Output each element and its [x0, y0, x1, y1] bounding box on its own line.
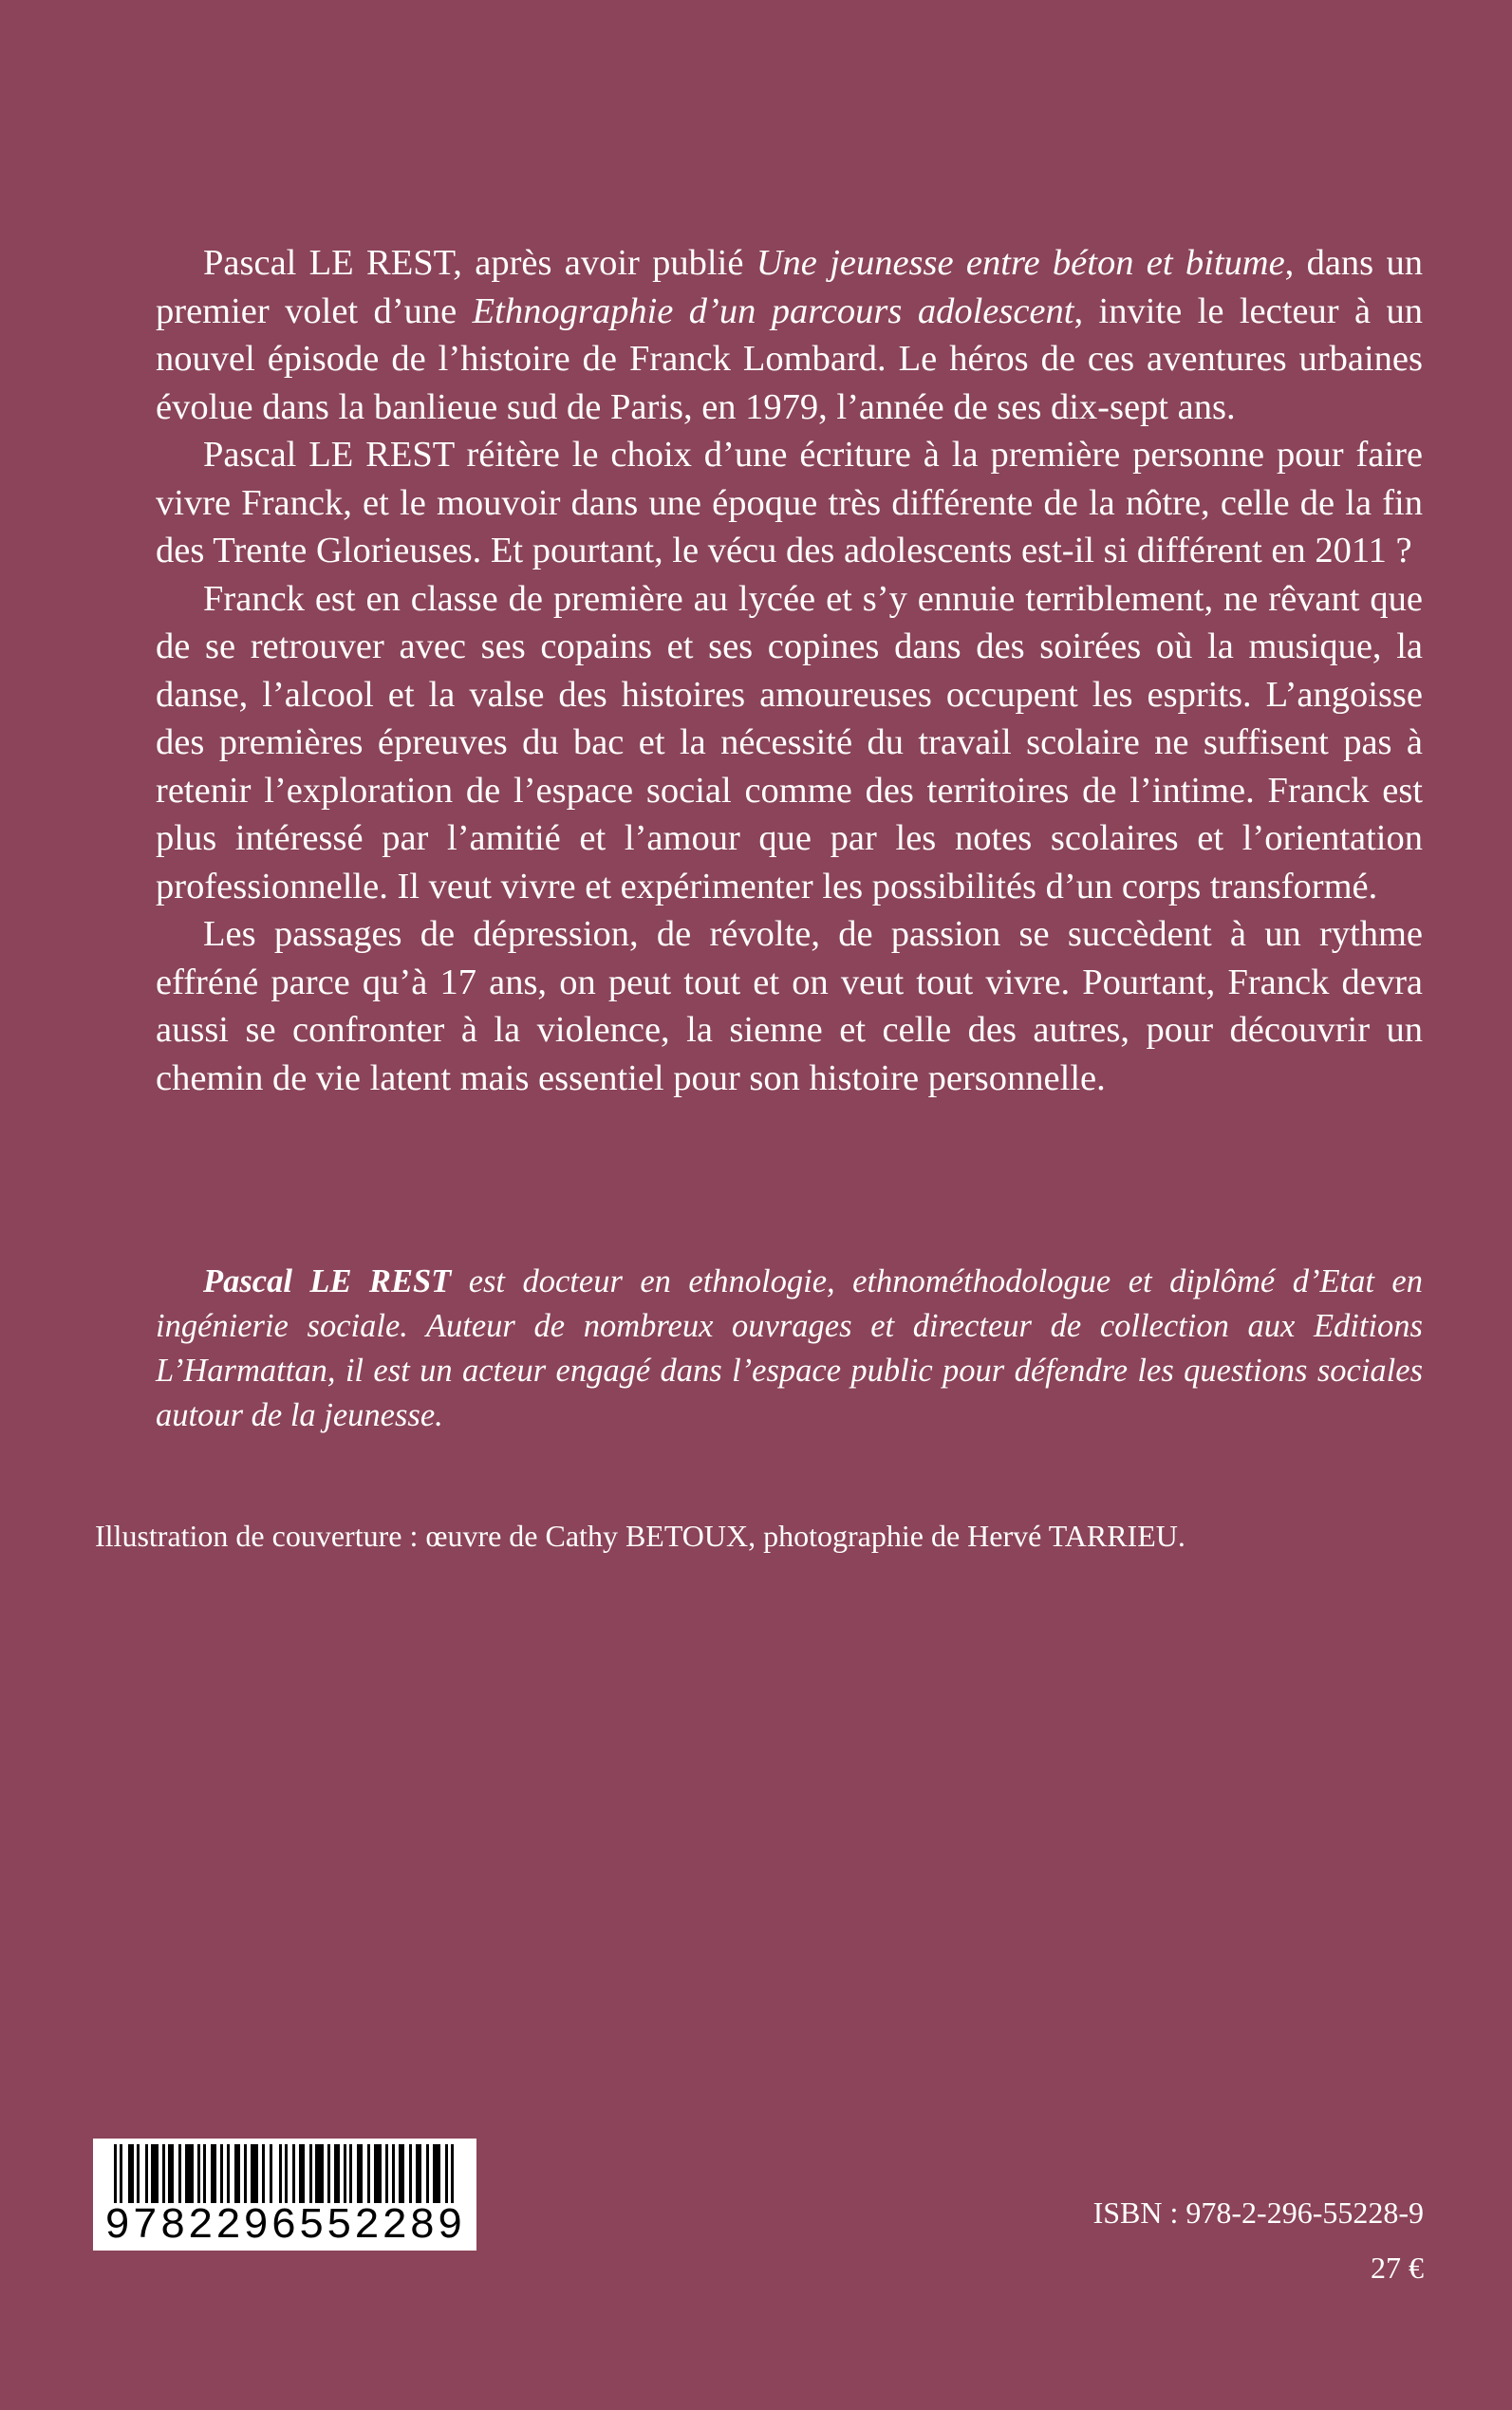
- blurb-paragraph-3: Franck est en classe de première au lycée et s’y ennuie terriblement, ne rêvant que de se retrouver avec ses copains et ses copines dans des soirées où la musique, la danse, l’alcool et la valse des histoires amoureuses occupent les esprits. L’angoisse des premières épreuves du bac et la nécessité du travail scolaire ne suffisent pas à retenir l’exploration de l’espace social comme des territoires de l’intime. Franck est plus intéressé par l’amitié et l’amour que par les notes scolaires et l’orientation professionnelle. Il veut vivre et expérimenter les possibilités d’un corps transformé.: [156, 578, 1423, 906]
- author-name: Pascal LE REST: [203, 1263, 452, 1299]
- author-bio: [156, 1260, 1423, 1438]
- series-title: Ethnographie d’un parcours adolescent: [472, 290, 1074, 331]
- cover-illustration-credit: Illustration de couverture : œuvre de Cathy BETOUX, photographie de Hervé TARRIEU.: [95, 1519, 1185, 1553]
- blurb-paragraph-2: Pascal LE REST réitère le choix d’une écriture à la première personne pour faire vivre Franck, et le mouvoir dans une époque très différente de la nôtre, celle de la fin des Trente Glorieuses. Et pourtant, le vécu des adolescents est-il si différent en 2011 ?: [156, 435, 1423, 570]
- price: 27 €: [1371, 2251, 1424, 2285]
- blurb-paragraph-4: Les passages de dépression, de révolte, de passion se succèdent à un rythme effréné parce qu’à 17 ans, on peut tout et on veut tout vivre. Pourtant, Franck devra aussi se confronter à la violence, la sienne et celle des autres, pour découvrir un chemin de vie latent mais essentiel pour son histoire personnelle.: [156, 914, 1423, 1098]
- blurb-paragraph-1: Pascal LE REST, après avoir publié Une jeunesse entre béton et bitume, dans un premier volet d’une Ethnographie d’un parcours adolescent, invite le lecteur à un nouvel épisode de l’histoire de Franck Lombard. Le héros de ces aventures urbaines évolue dans la banlieue sud de Paris, en 1979, l’année de ses dix-sept ans.: [156, 243, 1423, 427]
- author-bio-text: est docteur en ethnologie, ethnométhodologue et diplômé d’Etat en ingénierie sociale. Auteur de nombreux ouvrages et directeur de collection aux Editions L’Harmattan, il est un acteur engagé dans l’espace public pour défendre les questions sociales autour de la jeunesse.: [156, 1263, 1423, 1433]
- barcode-number: 9782296552289: [93, 2203, 476, 2251]
- isbn: ISBN : 978-2-296-55228-9: [1092, 2195, 1424, 2230]
- book-blurb: [156, 239, 1423, 1102]
- book-title-previous: Une jeunesse entre béton et bitume: [756, 243, 1285, 283]
